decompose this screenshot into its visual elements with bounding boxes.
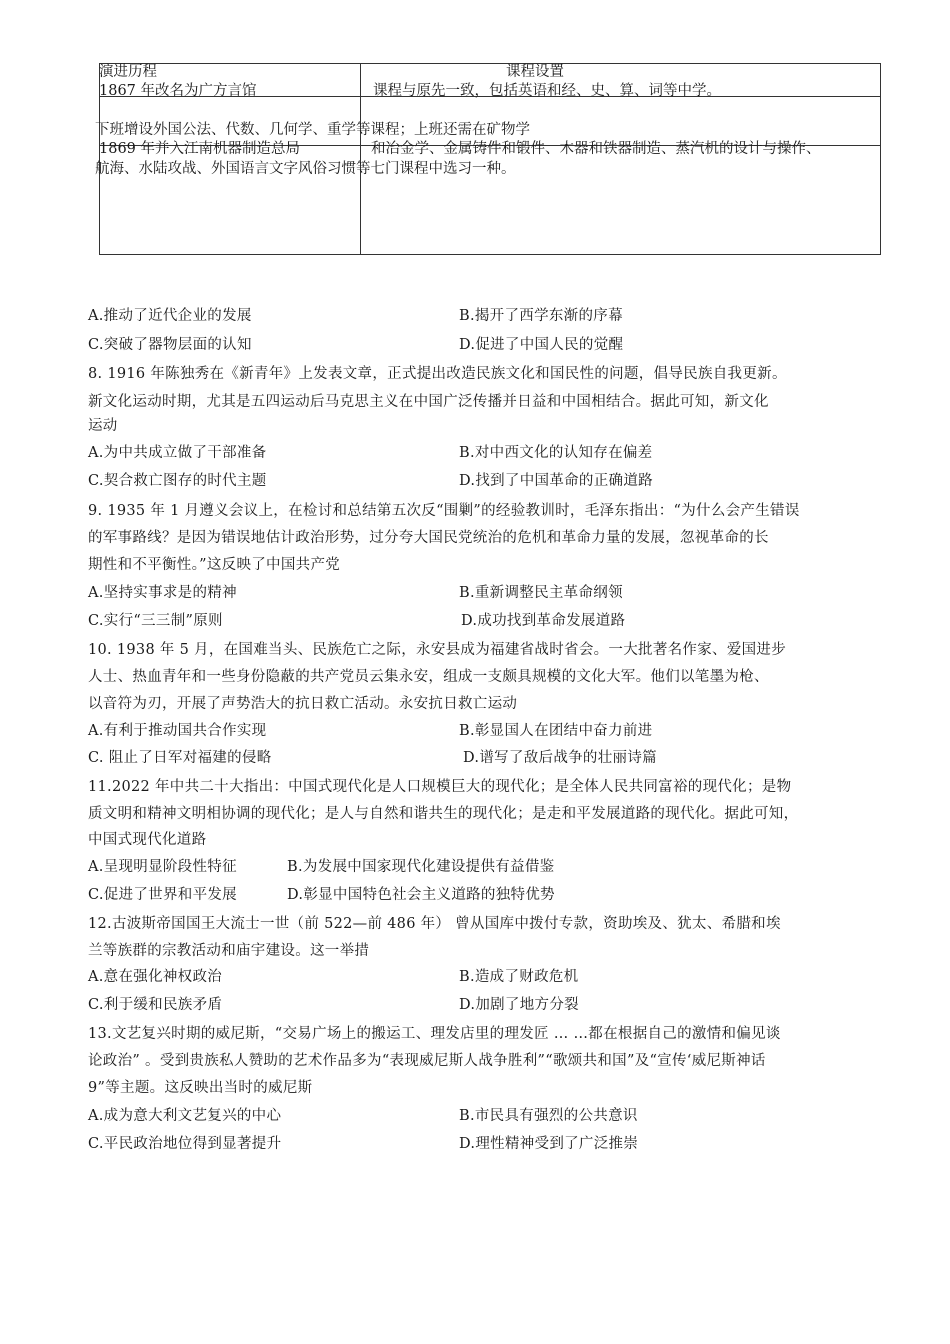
q11-stem-line: 质文明和精神文明相协调的现代化；是人与自然和谐共生的现代化；是走和平发展道路的现代化。据此可知， xyxy=(88,806,799,822)
q9-option-d: D.成功找到革命发展道路 xyxy=(461,613,626,629)
table-column-divider xyxy=(360,63,361,255)
q8-stem-line: 运动 xyxy=(88,418,118,434)
q12-option-c: C.利于缓和民族矛盾 xyxy=(88,997,223,1013)
q8-option-b: B.对中西文化的认知存在偏差 xyxy=(459,445,653,461)
table-header-right: 课程设置 xyxy=(506,64,564,80)
q7-option-b: B.揭开了西学东渐的序幕 xyxy=(459,308,623,324)
q13-stem-line: 9”等主题。这反映出当时的威尼斯 xyxy=(88,1080,313,1096)
q12-option-b: B.造成了财政危机 xyxy=(459,969,579,985)
q9-option-b: B.重新调整民主革命纲领 xyxy=(459,585,623,601)
q9-stem-line: 的军事路线？是因为错误地估计政治形势，过分夸大国民党统治的危机和革命力量的发展，忽视革命的长 xyxy=(88,530,769,546)
q12-stem-line: 12.古波斯帝国国王大流士一世（前 522—前 486 年） 曾从国库中拨付专款，资助埃及、犹太、希腊和埃 xyxy=(88,916,781,932)
table-row2-line3: 航海、水陆攻战、外国语言文字风俗习惯等七门课程中选习一种。 xyxy=(95,161,516,177)
q8-stem-line: 新文化运动时期，尤其是五四运动后马克思主义在中国广泛传播并日益和中国相结合。据此可知，新文化 xyxy=(88,394,769,410)
q7-option-a: A.推动了近代企业的发展 xyxy=(88,308,252,324)
q10-option-c: C. 阻止了日军对福建的侵略 xyxy=(88,750,272,766)
q7-option-c: C.突破了器物层面的认知 xyxy=(88,337,252,353)
q13-option-d: D.理性精神受到了广泛推崇 xyxy=(459,1136,639,1152)
q13-option-a: A.成为意大利文艺复兴的中心 xyxy=(88,1108,282,1124)
q13-stem-line: 论政治” 。受到贵族私人赞助的艺术作品多为“表现威尼斯人战争胜利”“歌颂共和国”及“宣传‘威尼斯神话 xyxy=(88,1053,766,1069)
q8-option-a: A.为中共成立做了干部准备 xyxy=(88,445,267,461)
q8-option-c: C.契合救亡图存的时代主题 xyxy=(88,473,267,489)
q12-option-d: D.加剧了地方分裂 xyxy=(459,997,579,1013)
q12-option-a: A.意在强化神权政治 xyxy=(88,969,223,985)
q11-stem-line: 11.2022 年中共二十大指出：中国式现代化是人口规模巨大的现代化；是全体人民共同富裕的现代化；是物 xyxy=(88,779,792,795)
q13-stem-line: 13.文艺复兴时期的威尼斯，“交易广场上的搬运工、理发店里的理发匠 … …都在根据自己的激情和偏见谈 xyxy=(88,1026,781,1042)
q9-stem-line: 期性和不平衡性。”这反映了中国共产党 xyxy=(88,557,341,573)
q7-option-d: D.促进了中国人民的觉醒 xyxy=(459,337,624,353)
table-row2-right: 和冶金学、金属铸件和锻件、木器和铁器制造、蒸汽机的设计与操作、 xyxy=(371,141,821,157)
q8-stem-line: 8. 1916 年陈独秀在《新青年》上发表文章，正式提出改造民族文化和国民性的问题，倡导民族自我更新。 xyxy=(88,366,787,382)
q9-stem-line: 9. 1935 年 1 月遵义会议上，在检讨和总结第五次反“围剿”的经验教训时，毛泽东指出：“为什么会产生错误 xyxy=(88,503,800,519)
q11-option-b: B.为发展中国家现代化建设提供有益借鉴 xyxy=(287,859,555,875)
curriculum-table xyxy=(95,63,881,255)
q13-option-c: C.平民政治地位得到显著提升 xyxy=(88,1136,282,1152)
table-row2-left: 1869 年并入江南机器制造总局 xyxy=(99,141,301,157)
q13-option-b: B.市民具有强烈的公共意识 xyxy=(459,1108,638,1124)
table-row1-right: 课程与原先一致，包括英语和经、史、算、词等中学。 xyxy=(373,83,721,99)
q9-option-a: A.坚持实事求是的精神 xyxy=(88,585,237,601)
q9-option-c: C.实行“三三制”原则 xyxy=(88,613,223,629)
q11-option-a: A.呈现明显阶段性特征 xyxy=(88,859,237,875)
q10-option-b: B.彰显国人在团结中奋力前进 xyxy=(459,723,653,739)
table-header-left: 演进历程 xyxy=(99,64,157,80)
q10-option-d: D.谱写了敌后战争的壮丽诗篇 xyxy=(463,750,657,766)
q8-option-d: D.找到了中国革命的正确道路 xyxy=(459,473,653,489)
q10-stem-line: 10. 1938 年 5 月，在国难当头、民族危亡之际，永安县成为福建省战时省会。一大批著名作家、爱国进步 xyxy=(88,642,787,658)
q11-option-c: C.促进了世界和平发展 xyxy=(88,887,237,903)
table-row2-line1: 下班增设外国公法、代数、几何学、重学等课程；上班还需在矿物学 xyxy=(95,122,530,138)
q10-stem-line: 以音符为刃，开展了声势浩大的抗日救亡活动。永安抗日救亡运动 xyxy=(88,696,518,712)
q12-stem-line: 兰等族群的宗教活动和庙宇建设。这一举措 xyxy=(88,943,370,959)
q10-option-a: A.有利于推动国共合作实现 xyxy=(88,723,267,739)
table-row1-left: 1867 年改名为广方言馆 xyxy=(99,83,257,99)
q11-option-d: D.彰显中国特色社会主义道路的独特优势 xyxy=(287,887,555,903)
q11-stem-line: 中国式现代化道路 xyxy=(88,832,207,848)
q10-stem-line: 人士、热血青年和一些身份隐蔽的共产党员云集永安，组成一支颇具规模的文化大军。他们以笔墨为枪、 xyxy=(88,669,769,685)
